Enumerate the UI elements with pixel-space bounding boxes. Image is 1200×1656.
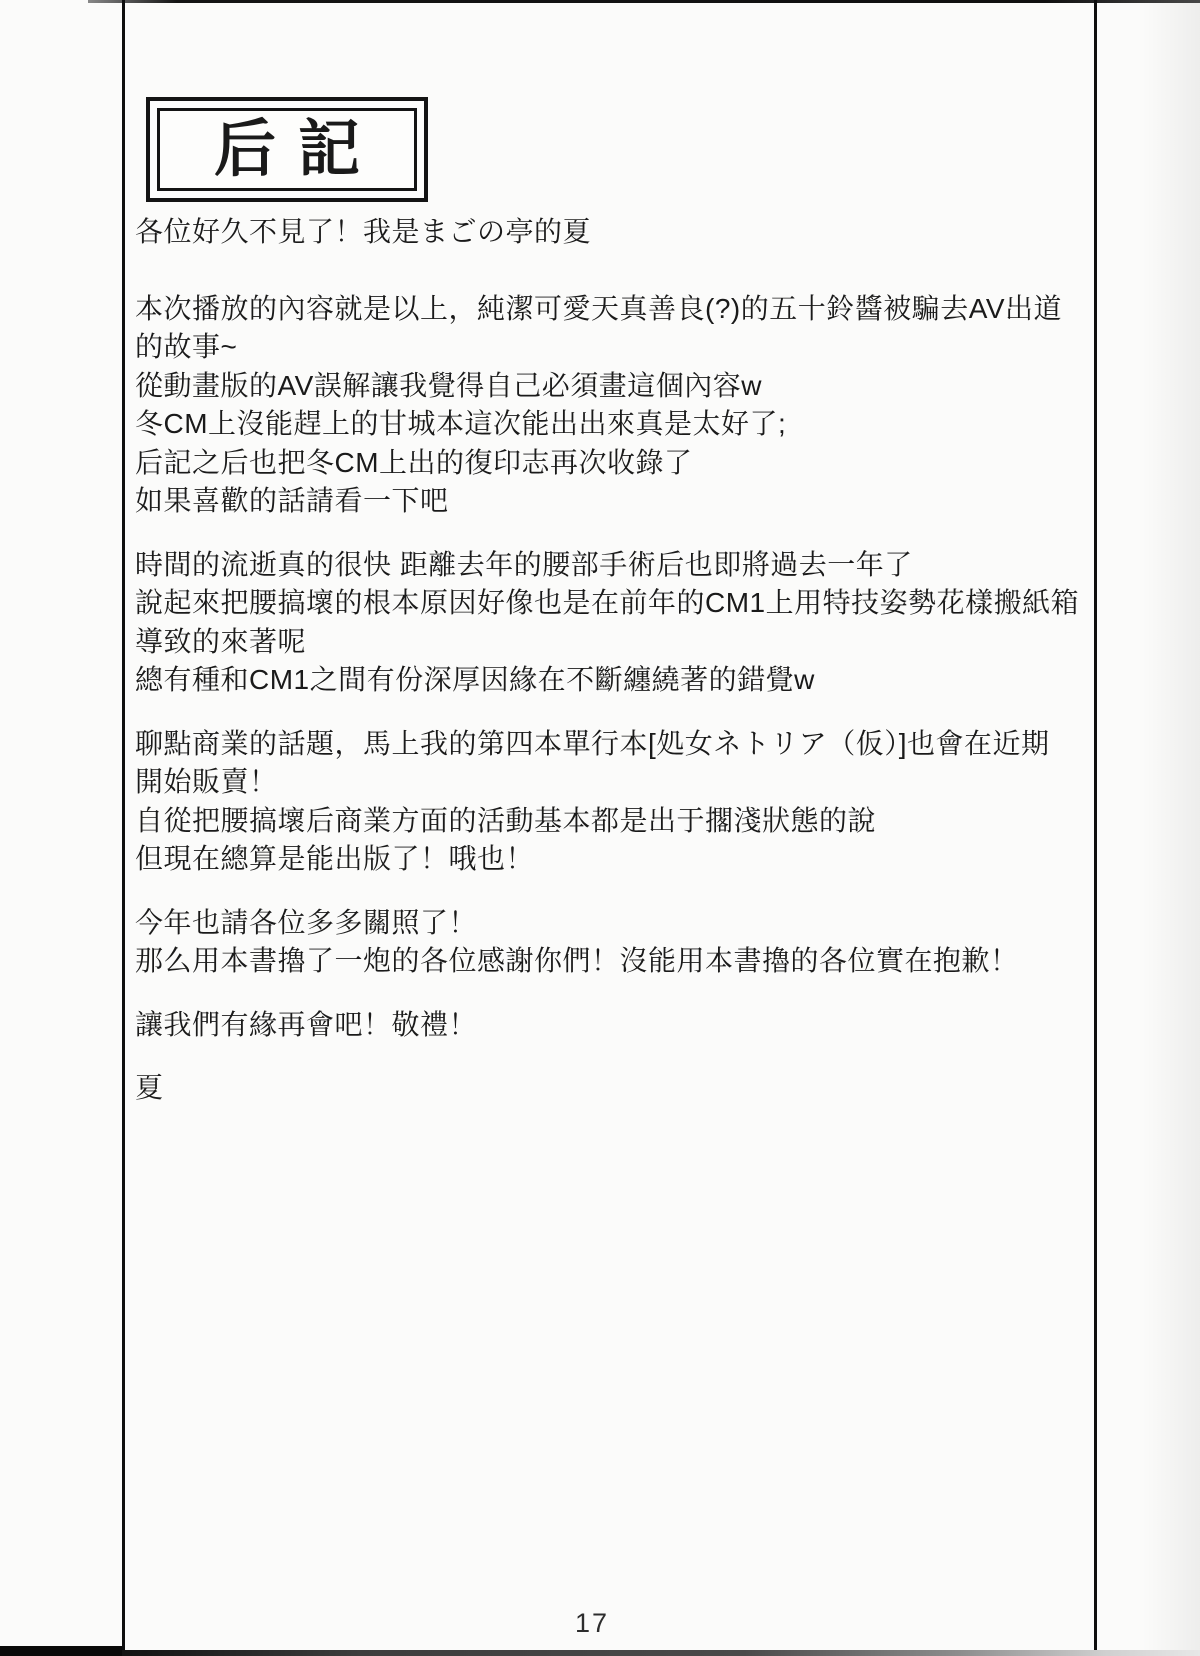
- text-line: 但現在總算是能出版了！哦也！: [135, 843, 535, 874]
- paragraph: [135, 1006, 1080, 1045]
- text-line: 從動畫版的AV誤解讓我覺得自己必須畫這個內容w: [135, 369, 762, 401]
- paragraph: [135, 725, 1080, 879]
- text-line: 如果喜歡的話請看一下吧: [135, 485, 449, 516]
- paragraph: [135, 290, 1080, 521]
- text-line: 冬CM上沒能趕上的甘城本這次能出出來真是太好了;: [135, 408, 787, 439]
- scan-bottom-edge: [0, 1650, 1200, 1656]
- paragraph: [135, 1069, 1080, 1108]
- text-line: 那么用本書擼了一炮的各位感謝你們！沒能用本書擼的各位實在抱歉！: [135, 945, 1019, 976]
- scan-bottom-left-corner: [0, 1646, 122, 1656]
- scan-top-edge: [88, 0, 1200, 3]
- text-line: 總有種和CM1之間有份深厚因緣在不斷纏繞著的錯覺w: [135, 664, 815, 695]
- afterword-title-box: [146, 97, 428, 202]
- scan-right-shadow: [1142, 0, 1200, 1656]
- text-line: 開始販賣！: [135, 766, 278, 797]
- text-line: 本次播放的內容就是以上，純潔可愛天真善良(?)的五十鈴醬被騙去AV出道: [135, 292, 1062, 324]
- page-title: 后記: [213, 114, 382, 184]
- page-number: 17: [574, 1608, 610, 1638]
- text-line: 夏: [135, 1072, 164, 1103]
- text-line: 今年也請各位多多關照了！: [135, 906, 478, 938]
- paragraph: [135, 213, 1080, 252]
- afterword-title-inner-border: [157, 108, 417, 191]
- paragraph: [135, 904, 1080, 981]
- text-line: 說起來把腰搞壞的根本原因好像也是在前年的CM1上用特技姿勢花樣搬紙箱: [135, 587, 1080, 618]
- text-line: 的故事~: [135, 331, 238, 362]
- text-line: 讓我們有緣再會吧！敬禮！: [135, 1008, 478, 1040]
- text-line: 導致的來著呢: [135, 625, 307, 657]
- text-line: 自從把腰搞壞后商業方面的活動基本都是出于擱淺狀態的說: [135, 804, 877, 836]
- text-line: 各位好久不見了！我是まごの亭的夏: [135, 216, 592, 247]
- panel-border-left: [122, 0, 125, 1650]
- paragraph: [135, 546, 1080, 700]
- text-line: 后記之后也把冬CM上出的復印志再次收錄了: [135, 446, 693, 478]
- text-line: 聊點商業的話題，馬上我的第四本單行本[処女ネトリア（仮）]也會在近期: [135, 727, 1050, 759]
- panel-border-right: [1094, 0, 1097, 1650]
- afterword-body: [135, 213, 1080, 1133]
- text-line: 時間的流逝真的很快 距離去年的腰部手術后也即將過去一年了: [135, 548, 913, 580]
